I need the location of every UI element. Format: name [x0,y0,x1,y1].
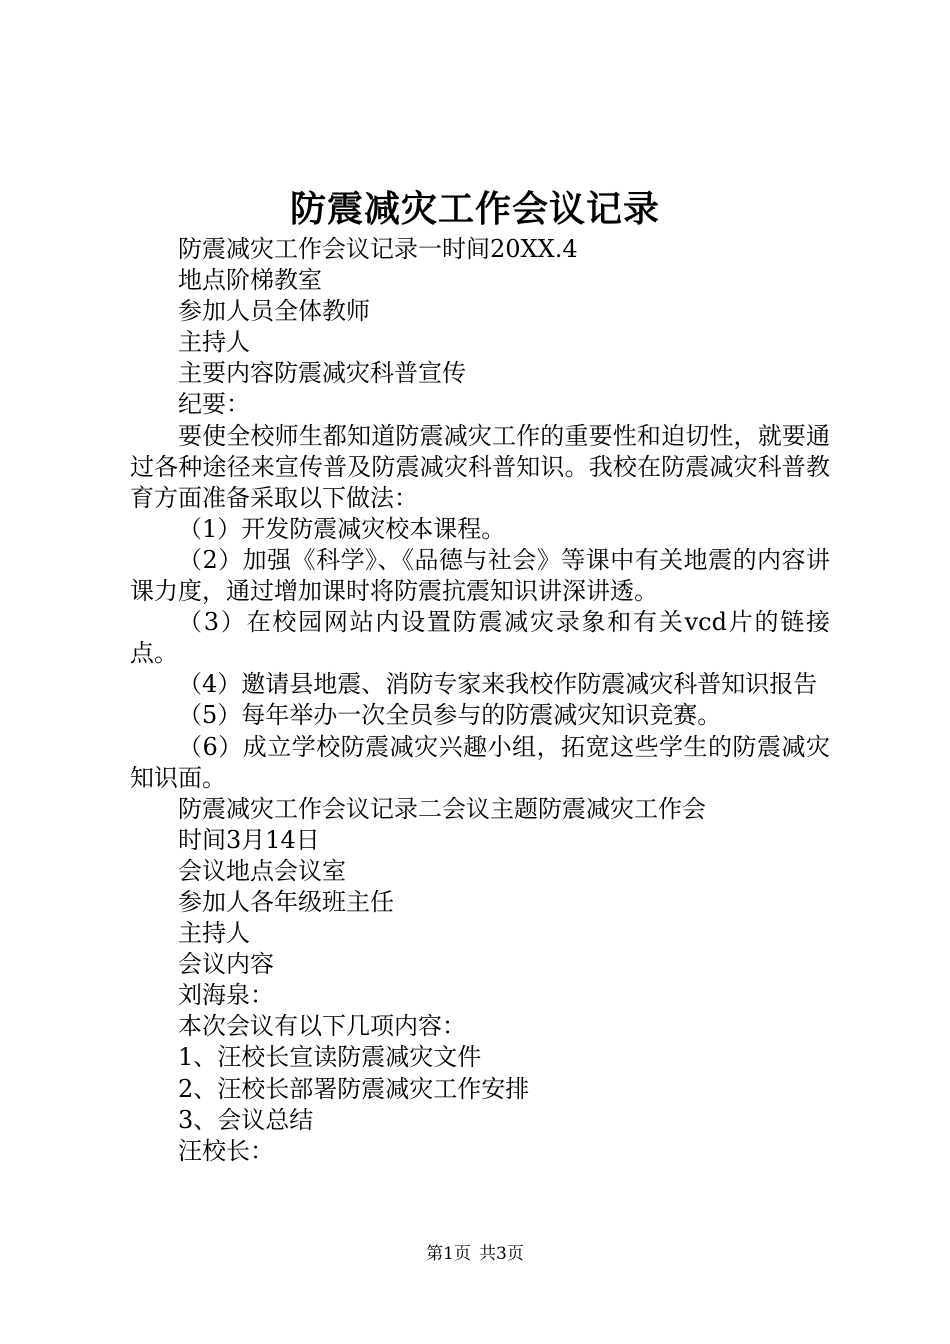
paragraph: 地点阶梯教室 [178,266,322,295]
paragraph: 1、汪校长宣读防震减灾文件 [178,1043,482,1072]
paragraph: 要使全校师生都知道防震减灾工作的重要性和迫切性，就要通过各种途径来宣传普及防震减灾科普知识。我校在防震减灾科普教育方面准备采取以下做法： [130,421,830,512]
paragraph: 参加人员全体教师 [178,297,370,326]
paragraph: （4）邀请县地震、消防专家来我校作防震减灾科普知识报告 [178,670,818,699]
paragraph: 刘海泉： [178,981,274,1010]
paragraph: 本次会议有以下几项内容： [178,1012,466,1041]
page-footer [0,1242,950,1266]
paragraph: 主持人 [178,919,250,948]
document-body [130,234,830,1167]
paragraph: （6）成立学校防震减灾兴趣小组，拓宽这些学生的防震减灾知识面。 [130,732,830,792]
paragraph: （1）开发防震减灾校本课程。 [178,514,506,543]
paragraph: 防震减灾工作会议记录二会议主题防震减灾工作会 [178,794,706,823]
paragraph: 主持人 [178,328,250,357]
paragraph: 会议内容 [178,950,274,979]
paragraph: 2、汪校长部署防震减灾工作安排 [178,1074,530,1103]
paragraph: 汪校长： [178,1136,274,1165]
paragraph: 防震减灾工作会议记录一时间20XX.4 [178,235,578,263]
paragraph: 会议地点会议室 [178,856,346,885]
paragraph: （2）加强《科学》、《品德与社会》等课中有关地震的内容讲课力度，通过增加课时将防震抗震知识讲深讲透。 [130,545,830,606]
paragraph: （5）每年举办一次全员参与的防震减灾知识竞赛。 [178,701,722,730]
paragraph: 纪要： [178,390,250,419]
paragraph: 主要内容防震减灾科普宣传 [178,359,466,388]
paragraph: 时间3月14日 [178,825,320,854]
paragraph: （3）在校园网站内设置防震减灾录象和有关vcd片的链接点。 [130,608,830,668]
document-title: 防震减灾工作会议记录 [289,188,660,230]
paragraph: 参加人各年级班主任 [178,887,394,916]
paragraph: 3、会议总结 [178,1105,314,1134]
page-number-total: 共3页 [479,1244,524,1264]
page-number-current: 第1页 [426,1244,471,1264]
